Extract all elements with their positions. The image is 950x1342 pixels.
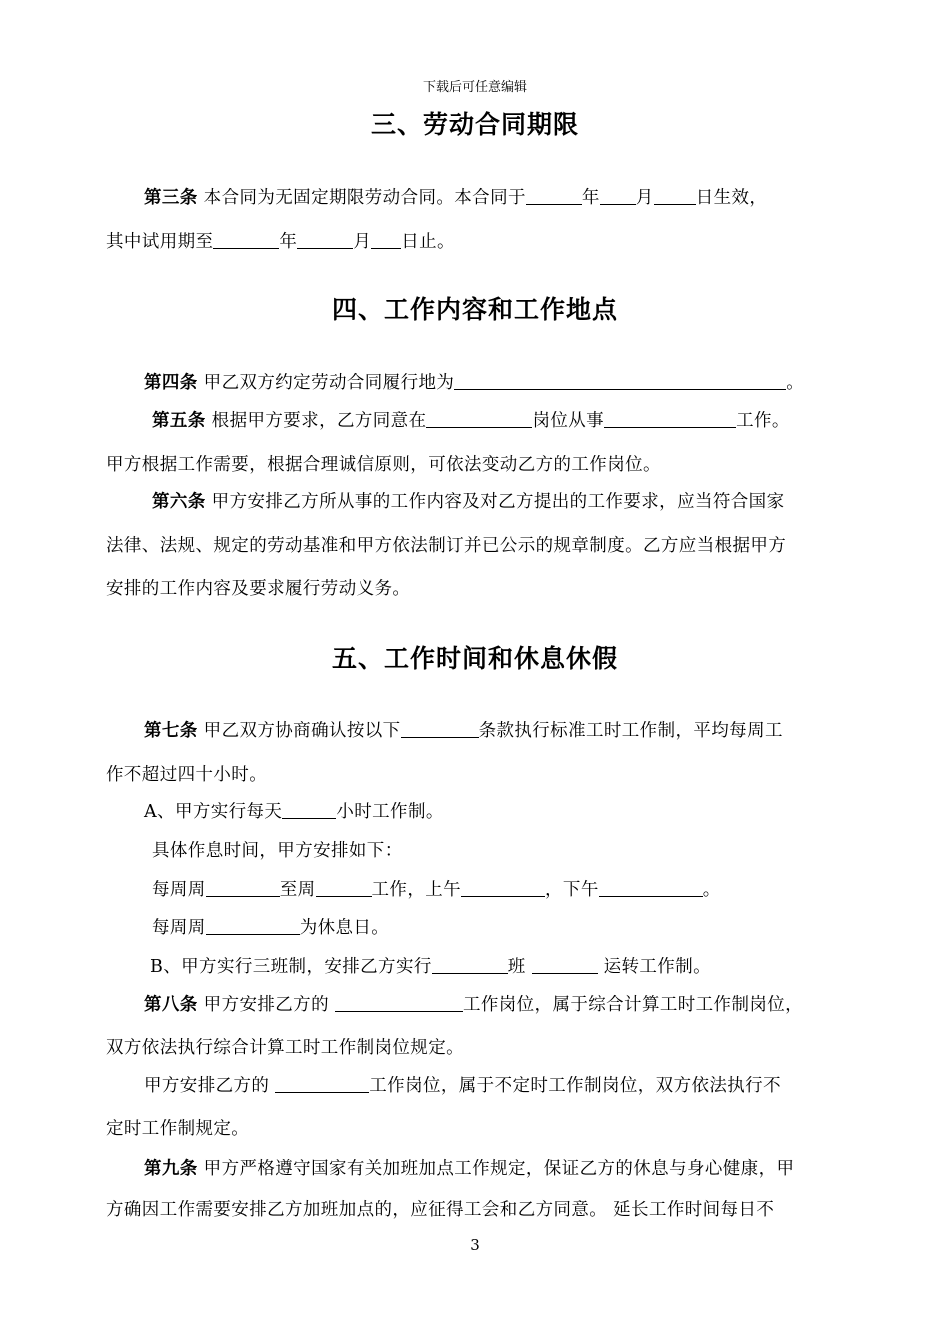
article-label: 第四条 [144,373,198,393]
text: 其中试用期至 [106,232,214,252]
article-9-line-2: 方确因工作需要安排乙方加班加点的，应征得工会和乙方同意。 延长工作时间每日不 [106,1200,775,1220]
blank-field [454,371,786,390]
section-title-work-content: 四、工作内容和工作地点 [331,295,618,324]
rest-intro: 具体作息时间，甲方安排如下： [152,841,403,861]
article-9-line-1 [144,1155,794,1180]
article-8b-line-2: 定时工作制规定。 [106,1119,250,1139]
section-title-work-time: 五、工作时间和休息休假 [331,644,618,673]
text: 工作。 [736,411,790,431]
blank-field [532,955,598,974]
article-label: 第九条 [144,1159,198,1179]
text: 甲方安排乙方所从事的工作内容及对乙方提出的工作要求，应当符合国家 [211,492,785,512]
option-a [144,798,444,823]
blank-field [654,186,696,205]
text: 。 [786,373,805,393]
article-8b-line-1 [144,1072,781,1097]
blank-field [213,230,279,249]
text: 每周周 [152,918,206,938]
blank-field [297,230,353,249]
blank-field [461,878,545,897]
text: 甲方严格遵守国家有关加班加点工作规定，保证乙方的休息与身心健康，甲 [203,1159,795,1179]
text: 为休息日。 [299,918,390,938]
blank-field [526,186,582,205]
blank-field [206,916,300,935]
blank-field [426,409,532,428]
article-label: 第七条 [144,721,198,741]
blank-field [432,955,508,974]
text: 根据甲方要求，乙方同意在 [211,411,427,431]
article-8-line-2: 双方依法执行综合计算工时工作制岗位规定。 [106,1038,464,1058]
text: 。 [702,880,721,900]
article-label: 第八条 [144,995,198,1015]
rest-days [152,914,389,939]
text: 甲乙双方约定劳动合同履行地为 [203,373,455,393]
article-label: 第五条 [152,411,206,431]
text: 小时工作制。 [336,802,444,822]
article-6-line-1 [152,488,784,513]
article-label: 第三条 [144,188,198,208]
blank-field [599,878,703,897]
text: 班 [507,957,526,977]
article-8-line-1 [144,991,803,1016]
article-3-line-2 [106,228,455,253]
article-3-line-1 [144,184,767,209]
text: 至周 [279,880,316,900]
text: 工作，上午 [371,880,462,900]
blank-field [275,1074,369,1093]
text: 月 [635,188,654,208]
blank-field [282,800,336,819]
weekly-schedule [152,876,721,901]
article-6-line-3: 安排的工作内容及要求履行劳动义务。 [106,579,411,599]
text: 月 [353,232,372,252]
article-7-line-1 [144,717,783,742]
text: 甲方安排乙方的 [144,1076,270,1096]
option-b [150,953,711,978]
article-4 [144,369,804,394]
text: 甲方安排乙方的 [203,995,329,1015]
text: 本合同为无固定期限劳动合同。本合同于 [203,188,526,208]
blank-field [401,719,479,738]
text: 工作岗位，属于不定时工作制岗位，双方依法执行不 [369,1076,781,1096]
blank-field [371,230,401,249]
article-7-line-2: 作不超过四十小时。 [106,765,268,785]
page-number: 3 [470,1236,480,1254]
article-5-line-1 [152,407,790,432]
text: 每周周 [152,880,206,900]
blank-field [604,409,736,428]
article-6-line-2: 法律、法规、规定的劳动基准和甲方依法制订并已公示的规章制度。乙方应当根据甲方 [106,536,787,556]
blank-field [600,186,636,205]
article-5-line-2: 甲方根据工作需要，根据合理诚信原则，可依法变动乙方的工作岗位。 [106,455,661,475]
page-header: 下载后可任意编辑 [422,80,527,95]
text: 运转工作制。 [603,957,712,977]
text: B、甲方实行三班制，安排乙方实行 [150,957,432,977]
blank-field [316,878,372,897]
text: A、甲方实行每天 [144,802,283,822]
section-title-term: 三、劳动合同期限 [370,110,579,139]
blank-field [206,878,280,897]
text: 年 [279,232,298,252]
text: 工作岗位，属于综合计算工时工作制岗位， [462,995,804,1015]
blank-field [335,993,463,1012]
text: 条款执行标准工时工作制，平均每周工 [478,721,783,741]
text: 年 [581,188,600,208]
text: 日生效， [695,188,768,208]
text: 岗位从事 [532,411,605,431]
article-label: 第六条 [152,492,206,512]
text: ，下午 [545,880,599,900]
text: 日止。 [401,232,455,252]
text: 甲乙双方协商确认按以下 [203,721,401,741]
